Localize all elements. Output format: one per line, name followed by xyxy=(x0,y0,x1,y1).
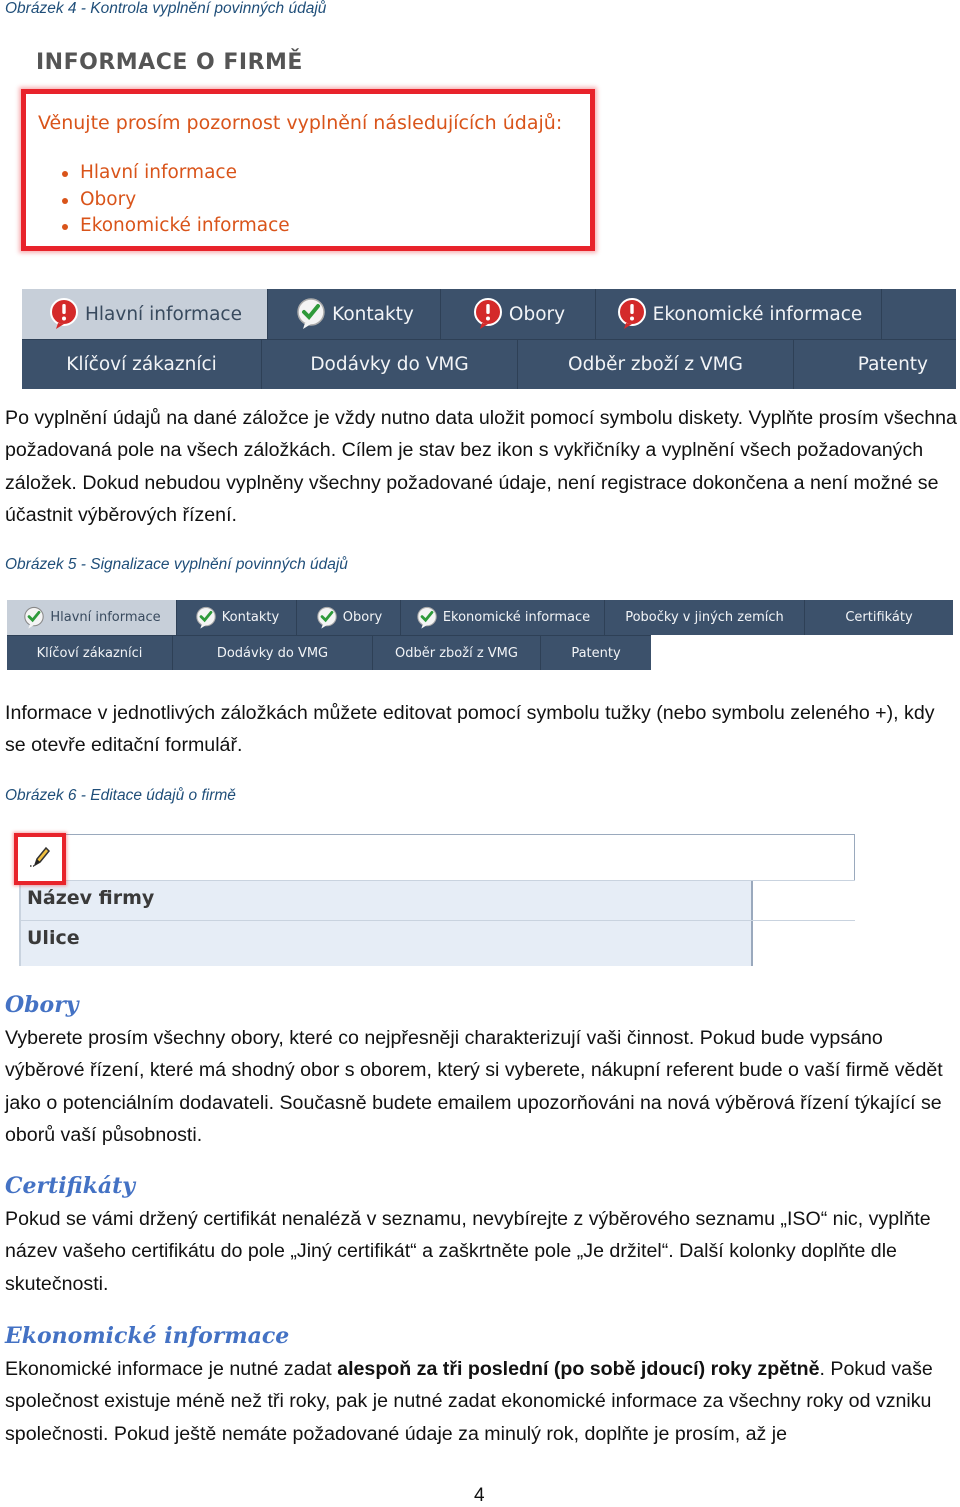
tab-label: Patenty xyxy=(571,645,621,661)
tab-patents[interactable] xyxy=(794,340,956,389)
company-edit-form xyxy=(19,834,855,966)
tab-label: Odběr zboží z VMG xyxy=(395,645,518,661)
warning-icon xyxy=(471,297,505,331)
tab-label: Ekonomické informace xyxy=(442,610,591,625)
form-row-street xyxy=(19,920,855,966)
tab-label: Kontakty xyxy=(332,303,414,325)
check-icon xyxy=(22,606,46,630)
figure-6-caption: Obrázek 6 - Editace údajů o firmě xyxy=(5,787,236,804)
tab-label: Dodávky do VMG xyxy=(310,354,469,375)
tab-label: Odběr zboží z VMG xyxy=(568,354,743,375)
form-toolbar xyxy=(19,834,855,880)
tab-main-info[interactable] xyxy=(22,289,268,339)
pencil-icon xyxy=(27,844,53,875)
warning-icon xyxy=(47,297,81,331)
tab-label: Pobočky v jiných zemích xyxy=(625,610,784,625)
tab-key-customers[interactable] xyxy=(7,636,173,670)
check-icon xyxy=(294,297,328,331)
paragraph-edit-info: Informace v jednotlivých záložkách můžete editovat pomocí symbolu tužky (nebo symbolu zeleného +), kdy se otevře editační formulář. xyxy=(5,702,935,757)
warning-heading: Věnujte prosím pozornost vyplnění následujících údajů: xyxy=(38,112,563,134)
tab-goods-from-vmg[interactable] xyxy=(373,636,541,670)
tab-certificates[interactable] xyxy=(805,600,953,635)
section-heading-fields: Obory xyxy=(5,992,79,1018)
section-heading-certificates: Certifikáty xyxy=(5,1173,136,1199)
tab-goods-from-vmg[interactable] xyxy=(518,340,794,389)
tab-key-customers[interactable] xyxy=(22,340,262,389)
tab-label: Patenty xyxy=(857,354,928,375)
section-heading-economic: Ekonomické informace xyxy=(5,1323,290,1349)
tab-main-info[interactable] xyxy=(7,600,177,635)
economic-text-start: Ekonomické informace je nutné zadat xyxy=(5,1358,338,1380)
section-text-certificates: Pokud se vámi držený certifikát nenaléză v seznamu, nevybírejte z výběrového seznamu „ISO“ nic, vyplňte název vašeho certifikátu do pole „Jiný certifikát“ a zaškrtněte pole „Je držitel“. Další kolonky doplňte dle skutečnosti. xyxy=(5,1208,931,1295)
check-icon xyxy=(315,606,339,630)
tab-label: Hlavní informace xyxy=(85,303,242,325)
missing-fields-list xyxy=(80,160,290,240)
paragraph-save-info: Po vyplnění údajů na dané záložce je vždy nutno data uložit pomocí symbolu diskety. Vyplňte prosím všechna požadovaná pole na všech záložkách. Cílem je stav bez ikon s vykřičníky a vyplnění všech požadovaných záložek. Dokud nebudou vyplněny všechny požadované údaje, není registrace dokončena a není možné se účastnit výběrových řízení. xyxy=(5,407,957,527)
field-label-company-name: Název firmy xyxy=(27,887,155,909)
tab-fields[interactable] xyxy=(297,600,401,635)
tab-label: Hlavní informace xyxy=(50,610,161,625)
page-number: 4 xyxy=(474,1485,485,1506)
tab-label: Certifikáty xyxy=(845,610,913,625)
field-label-street: Ulice xyxy=(27,927,80,949)
missing-item-fields[interactable]: Obory xyxy=(80,187,290,214)
check-icon xyxy=(415,606,439,630)
company-info-title: INFORMACE O FIRMĚ xyxy=(36,50,303,75)
tab-label: Kontakty xyxy=(221,610,280,625)
figure-5-caption: Obrázek 5 - Signalizace vyplnění povinných údajů xyxy=(5,556,348,573)
warning-icon xyxy=(615,297,649,331)
tab-contacts[interactable] xyxy=(177,600,297,635)
company-name-value[interactable] xyxy=(751,881,855,920)
tab-label: Klíčoví zákazníci xyxy=(36,645,143,661)
tab-label: Ekonomické informace xyxy=(652,303,863,325)
validation-warning-box xyxy=(21,89,595,251)
tab-patents[interactable] xyxy=(541,636,651,670)
street-value[interactable] xyxy=(751,921,855,966)
tab-label: Obory xyxy=(342,610,383,625)
economic-text-bold: alespoň za tři poslední (po sobě jdoucí) roky zpětně xyxy=(337,1358,820,1380)
section-text-economic xyxy=(5,1353,957,1450)
check-icon xyxy=(194,606,218,630)
section-text-fields: Vyberete prosím všechny obory, které co nejpřesněji charakterizují vaši činnost. Pokud bude vypsáno výběrové řízení, které má shodný obor s oborem, který si vyberete, nákupní referent bude o vaší firmě vědět jako o potenciálním dodavateli. Současně budete emailem upozorňováni na nová výběrová řízení týkající se oborů vaší působnosti. xyxy=(5,1027,943,1147)
economic-text-end: . Pokud vaše společnost existuje méně než tři roky, pak je nutné zadat ekonomické informace za všechny roky od vzniku společnosti. Pokud ještě nemáte požadované údaje za minulý rok, doplňte je prosím, až je xyxy=(5,1358,933,1445)
tab-economic-info[interactable] xyxy=(401,600,605,635)
tab-deliveries-to-vmg[interactable] xyxy=(173,636,373,670)
tab-label: Klíčoví zákazníci xyxy=(66,354,217,375)
missing-item-main-info[interactable]: Hlavní informace xyxy=(80,160,290,187)
edit-pencil-button[interactable] xyxy=(14,833,66,885)
tab-branches-abroad[interactable] xyxy=(605,600,805,635)
tab-fields[interactable] xyxy=(441,289,596,339)
figure-4-caption: Obrázek 4 - Kontrola vyplnění povinných údajů xyxy=(5,0,327,17)
fig5-tab-bar xyxy=(7,600,953,670)
missing-item-economic[interactable]: Ekonomické informace xyxy=(80,213,290,240)
tab-label: Obory xyxy=(508,303,566,325)
tab-contacts[interactable] xyxy=(268,289,441,339)
tab-economic-info[interactable] xyxy=(596,289,882,339)
tab-deliveries-to-vmg[interactable] xyxy=(262,340,518,389)
form-row-company-name xyxy=(19,880,855,920)
fig4-tab-bar xyxy=(22,289,956,389)
tab-label: Dodávky do VMG xyxy=(216,645,329,661)
